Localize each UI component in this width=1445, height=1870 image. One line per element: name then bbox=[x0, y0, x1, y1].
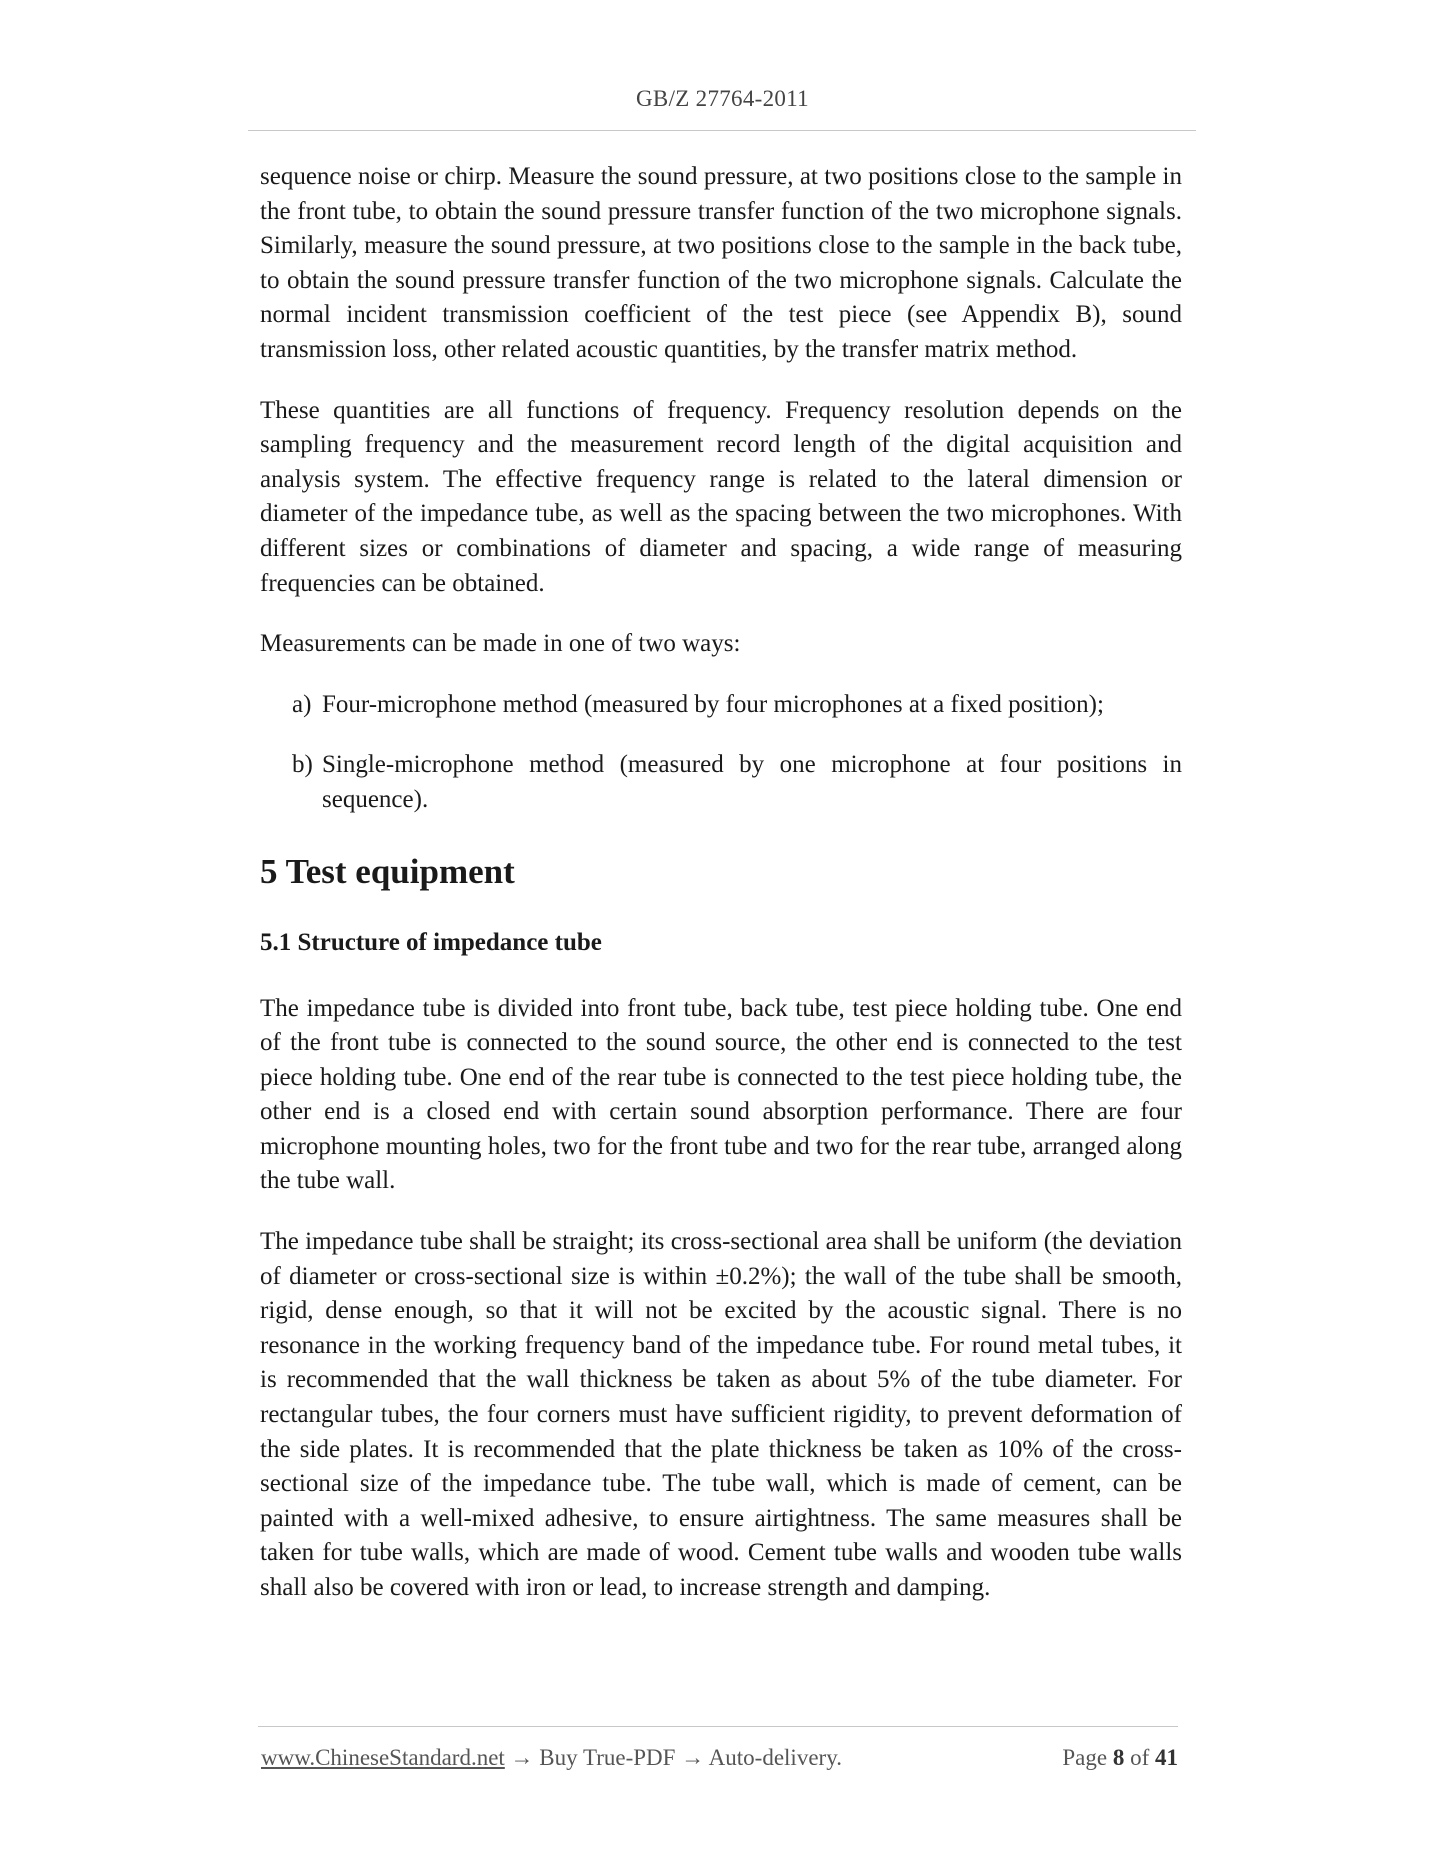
paragraph-measurement-ways: Measurements can be made in one of two ways: bbox=[260, 630, 741, 658]
website-link[interactable]: www.ChineseStandard.net bbox=[261, 1745, 505, 1770]
paragraph-method-description: sequence noise or chirp. Measure the sound pressure, at two positions close to the sample in the front tube, to obtain the sound pressure transfer function of the two microphone signals. Similarly, measure the sound pressure, at two positions close to the sample in the back tube, to obtain the sound pressure transfer function of the two microphone signals. Calculate the normal incident transmission coefficient of the test piece (see Appendix B), sound transmission loss, other related acoustic quantities, by the transfer matrix method. bbox=[260, 163, 1182, 363]
list-marker: a) bbox=[292, 690, 312, 718]
page-label: Page bbox=[1062, 1745, 1108, 1770]
footer-promo bbox=[261, 1745, 842, 1771]
footer-divider bbox=[258, 1726, 1178, 1727]
page-current: 8 bbox=[1112, 1745, 1125, 1770]
paragraph-tube-requirements: The impedance tube shall be straight; its cross-sectional area shall be uniform (the deviation of diameter or cross-sectional size is within ±0.2%); the wall of the tube shall be smooth, rigid, dense enough, so that it will not be excited by the acoustic signal. There is no resonance in the working frequency band of the impedance tube. For round metal tubes, it is recommended that the wall thickness be taken as about 5% of the tube diameter. For rectangular tubes, the four corners must have sufficient rigidity, to prevent deformation of the side plates. It is recommended that the plate thickness be taken as 10% of the cross-sectional size of the impedance tube. The tube wall, which is made of cement, can be painted with a well-mixed adhesive, to ensure airtightness. The same measures shall be taken for tube walls, which are made of wood. Cement tube walls and wooden tube walls shall also be covered with iron or lead, to increase strength and damping. bbox=[260, 1228, 1182, 1601]
list-text: Four-microphone method (measured by four microphones at a fixed position); bbox=[322, 690, 1104, 718]
section-heading: 5 Test equipment bbox=[260, 851, 515, 891]
subsection-heading: 5.1 Structure of impedance tube bbox=[260, 928, 602, 956]
header-divider bbox=[248, 130, 1196, 131]
list-text: Single-microphone method (measured by one microphone at four positions in sequence). bbox=[322, 751, 1182, 813]
paragraph-frequency-range: These quantities are all functions of frequency. Frequency resolution depends on the sampling frequency and the measurement record length of the digital acquisition and analysis system. The effective frequency range is related to the lateral dimension or diameter of the impedance tube, as well as the spacing between the two microphones. With different sizes or combinations of diameter and spacing, a wide range of measuring frequencies can be obtained. bbox=[260, 396, 1182, 597]
page-total: 41 bbox=[1155, 1745, 1178, 1770]
list-item-four-microphone bbox=[292, 688, 1182, 723]
page-body bbox=[260, 160, 1182, 1632]
page-number bbox=[1062, 1745, 1178, 1771]
paragraph-tube-structure: The impedance tube is divided into front tube, back tube, test piece holding tube. One end of the front tube is connected to the sound source, the other end is connected to the test piece holding tube. One end of the rear tube is connected to the test piece holding tube, the other end is a closed end with certain sound absorption performance. There are four microphone mounting holes, two for the front tube and two for the rear tube, arranged along the tube wall. bbox=[260, 994, 1182, 1195]
list-marker: b) bbox=[292, 751, 313, 779]
running-header: GB/Z 27764-2011 bbox=[636, 86, 809, 111]
page-of: of bbox=[1130, 1745, 1150, 1770]
list-item-single-microphone bbox=[292, 748, 1182, 817]
arrow-right-icon: → bbox=[510, 1745, 534, 1770]
buy-pdf-text: Buy True-PDF bbox=[539, 1745, 676, 1770]
arrow-right-icon: → bbox=[681, 1745, 705, 1770]
auto-delivery-text: Auto-delivery. bbox=[708, 1745, 842, 1770]
